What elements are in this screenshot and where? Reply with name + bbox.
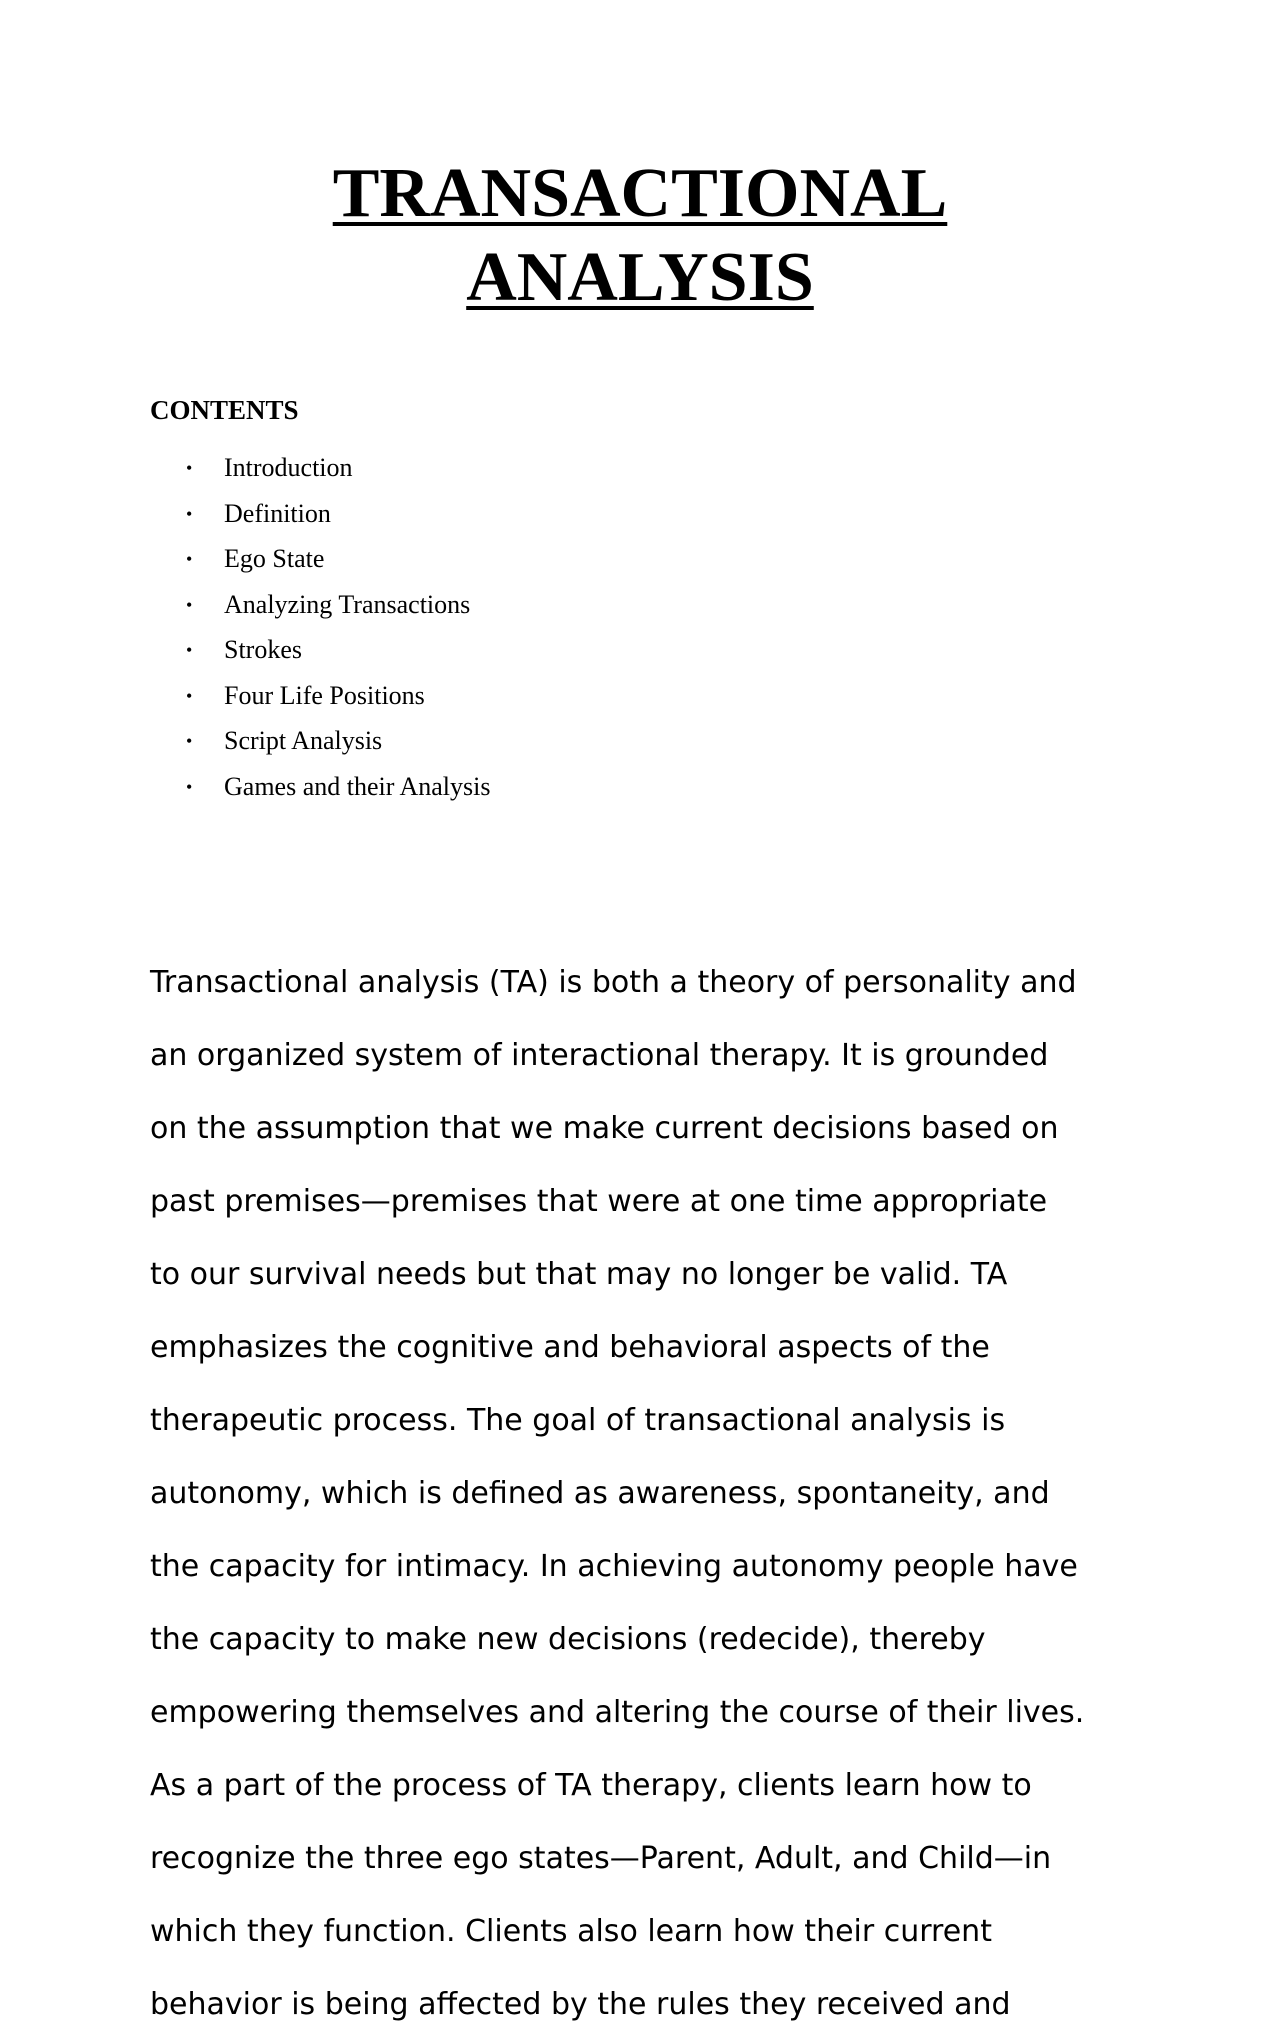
body-line: As a part of the process of TA therapy, clients learn how to — [150, 1767, 1032, 1803]
contents-item — [150, 589, 490, 635]
body-line: the capacity for intimacy. In achieving autonomy people have — [150, 1548, 1078, 1584]
body-line: past premises—premises that were at one time appropriate — [150, 1183, 1048, 1219]
bullet-icon: • — [186, 640, 193, 660]
body-line: on the assumption that we make current decisions based on — [150, 1110, 1059, 1146]
contents-item — [150, 725, 490, 771]
contents-item-label: Strokes — [224, 635, 302, 664]
body-line: the capacity to make new decisions (redecide), thereby — [150, 1621, 986, 1657]
contents-item — [150, 543, 490, 589]
body-line: Transactional analysis (TA) is both a theory of personality and — [150, 964, 1077, 1000]
title-line-1: TRANSACTIONAL — [332, 155, 948, 232]
bullet-icon: • — [186, 458, 193, 478]
title-line-2: ANALYSIS — [466, 239, 814, 316]
contents-item-label: Ego State — [224, 544, 325, 573]
body-line: empowering themselves and altering the course of their lives. — [150, 1694, 1085, 1730]
contents-item — [150, 771, 490, 817]
body-line: an organized system of interactional therapy. It is grounded — [150, 1037, 1049, 1073]
contents-item — [150, 680, 490, 726]
body-line: emphasizes the cognitive and behavioral aspects of the — [150, 1329, 990, 1365]
body-line: to our survival needs but that may no longer be valid. TA — [150, 1256, 1008, 1292]
contents-item — [150, 498, 490, 544]
body-line: behavior is being affected by the rules they received and — [150, 1986, 1011, 2022]
bullet-icon: • — [186, 503, 193, 524]
contents-item-label: Analyzing Transactions — [224, 589, 471, 619]
body-line: which they function. Clients also learn how their current — [150, 1913, 992, 1949]
body-line: autonomy, which is defined as awareness, spontaneity, and — [150, 1475, 1050, 1511]
bullet-icon: • — [186, 549, 193, 569]
contents-list — [150, 452, 490, 816]
body-line: therapeutic process. The goal of transactional analysis is — [150, 1402, 1006, 1438]
contents-item — [150, 634, 490, 680]
body-line: recognize the three ego states—Parent, Adult, and Child—in — [150, 1840, 1052, 1876]
contents-item-label: Games and their Analysis — [224, 771, 491, 801]
contents-item-label: Introduction — [224, 453, 353, 482]
document-title — [140, 152, 1140, 320]
contents-heading: CONTENTS — [150, 395, 299, 425]
bullet-icon: • — [186, 594, 193, 615]
contents-item-label: Four Life Positions — [224, 680, 425, 710]
bullet-icon: • — [186, 731, 193, 751]
contents-item-label: Script Analysis — [224, 726, 383, 755]
bullet-icon: • — [186, 685, 193, 706]
contents-item-label: Definition — [224, 498, 331, 528]
body-paragraph — [150, 928, 1150, 2023]
bullet-icon: • — [186, 776, 193, 797]
contents-item — [150, 452, 490, 498]
